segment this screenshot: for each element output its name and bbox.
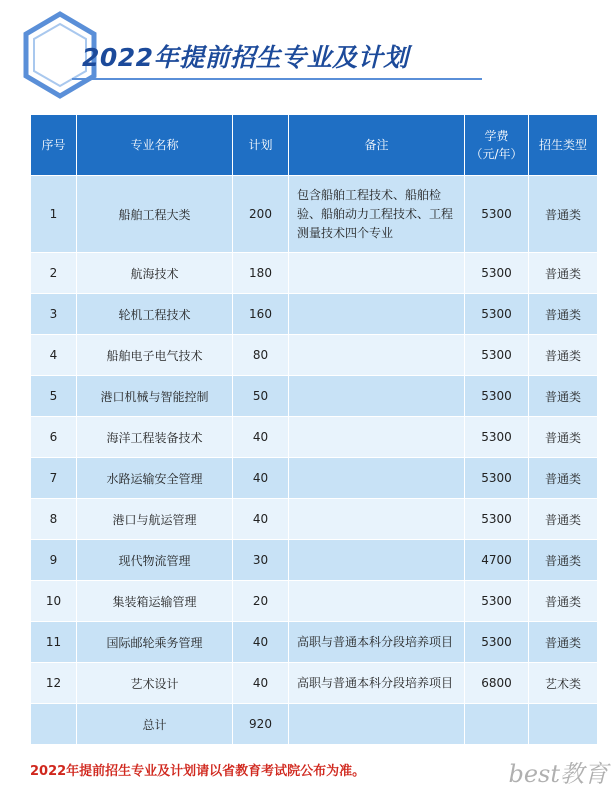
header-fee [465,115,529,176]
cell-type: 普通类 [529,376,598,417]
table-row [31,376,598,417]
cell-seq: 7 [31,458,77,499]
cell-type: 普通类 [529,335,598,376]
cell-fee: 5300 [465,417,529,458]
cell-plan: 40 [233,663,289,704]
cell-note: 高职与普通本科分段培养项目 [289,622,465,663]
cell-plan: 40 [233,499,289,540]
cell-type: 普通类 [529,499,598,540]
cell-major: 轮机工程技术 [77,294,233,335]
table-row [31,581,598,622]
total-plan: 920 [233,704,289,745]
table-row [31,294,598,335]
cell-plan: 200 [233,176,289,253]
cell-fee: 5300 [465,294,529,335]
cell-fee: 5300 [465,458,529,499]
cell-seq: 8 [31,499,77,540]
cell-seq: 6 [31,417,77,458]
cell-type: 普通类 [529,540,598,581]
cell-major: 水路运输安全管理 [77,458,233,499]
cell-seq: 3 [31,294,77,335]
cell-major: 港口机械与智能控制 [77,376,233,417]
table-row [31,458,598,499]
title-underline [72,78,482,80]
table-total-row [31,704,598,745]
cell-major: 港口与航运管理 [77,499,233,540]
page-title: 2022年提前招生专业及计划 [82,43,409,72]
watermark: best教育 [508,760,608,788]
cell-type: 普通类 [529,417,598,458]
header-seq: 序号 [31,115,77,176]
cell-type: 艺术类 [529,663,598,704]
cell-note [289,294,465,335]
cell-major: 国际邮轮乘务管理 [77,622,233,663]
cell-type: 普通类 [529,622,598,663]
cell-seq: 9 [31,540,77,581]
cell-fee: 5300 [465,499,529,540]
cell-note [289,540,465,581]
cell-major: 船舶电子电气技术 [77,335,233,376]
cell-fee: 4700 [465,540,529,581]
cell-note [289,581,465,622]
cell-fee: 6800 [465,663,529,704]
cell-type-empty [529,704,598,745]
cell-type: 普通类 [529,253,598,294]
cell-note [289,458,465,499]
footer-note: 2022年提前招生专业及计划请以省教育考试院公布为准。 [30,764,366,779]
cell-type: 普通类 [529,581,598,622]
plan-table-container [30,114,597,745]
cell-major: 海洋工程装备技术 [77,417,233,458]
cell-seq: 1 [31,176,77,253]
cell-type: 普通类 [529,176,598,253]
cell-fee: 5300 [465,253,529,294]
cell-plan: 40 [233,622,289,663]
cell-plan: 40 [233,458,289,499]
table-header-row [31,115,598,176]
cell-fee: 5300 [465,335,529,376]
cell-fee: 5300 [465,622,529,663]
cell-seq: 5 [31,376,77,417]
table-row [31,417,598,458]
header-fee-line2: （元/年） [470,147,523,161]
cell-note [289,499,465,540]
header-note: 备注 [289,115,465,176]
table-row [31,335,598,376]
cell-seq: 11 [31,622,77,663]
cell-note [289,376,465,417]
cell-major: 集装箱运输管理 [77,581,233,622]
cell-major: 船舶工程大类 [77,176,233,253]
cell-fee: 5300 [465,376,529,417]
cell-note [289,417,465,458]
header-fee-line1: 学费 [484,129,509,143]
title-banner [20,10,490,100]
cell-note-empty [289,704,465,745]
cell-type: 普通类 [529,294,598,335]
plan-table [30,114,598,745]
cell-note [289,335,465,376]
table-row [31,663,598,704]
cell-plan: 30 [233,540,289,581]
cell-major: 航海技术 [77,253,233,294]
header-plan: 计划 [233,115,289,176]
cell-plan: 180 [233,253,289,294]
cell-note: 包含船舶工程技术、船舶检验、船舶动力工程技术、工程测量技术四个专业 [289,176,465,253]
cell-note: 高职与普通本科分段培养项目 [289,663,465,704]
cell-seq: 10 [31,581,77,622]
cell-plan: 20 [233,581,289,622]
table-row [31,176,598,253]
cell-note [289,253,465,294]
cell-seq-empty [31,704,77,745]
cell-type: 普通类 [529,458,598,499]
cell-fee: 5300 [465,581,529,622]
cell-fee: 5300 [465,176,529,253]
header-type: 招生类型 [529,115,598,176]
cell-seq: 2 [31,253,77,294]
total-label: 总计 [77,704,233,745]
cell-plan: 40 [233,417,289,458]
cell-major: 艺术设计 [77,663,233,704]
cell-major: 现代物流管理 [77,540,233,581]
table-row [31,253,598,294]
cell-seq: 12 [31,663,77,704]
cell-fee-empty [465,704,529,745]
table-row [31,499,598,540]
cell-seq: 4 [31,335,77,376]
cell-plan: 80 [233,335,289,376]
cell-plan: 50 [233,376,289,417]
table-row [31,540,598,581]
table-row [31,622,598,663]
header-major: 专业名称 [77,115,233,176]
cell-plan: 160 [233,294,289,335]
